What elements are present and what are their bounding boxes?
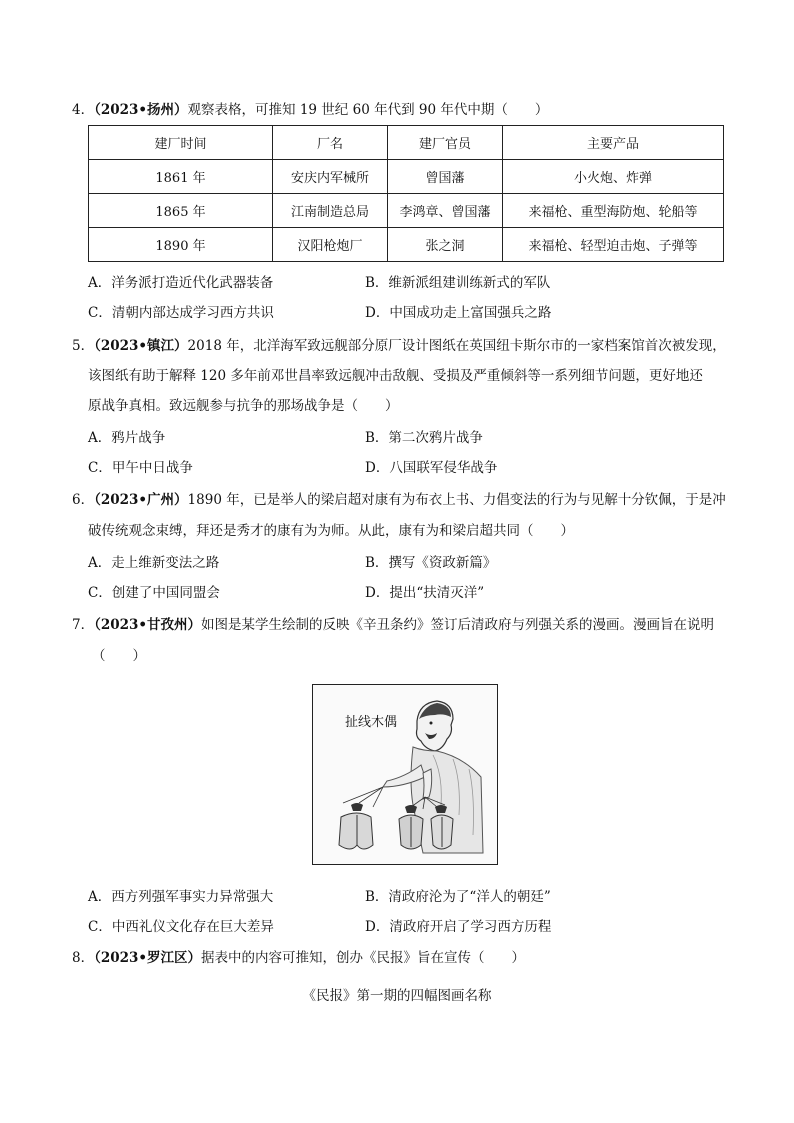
question-4-stem: [72, 100, 732, 120]
option-d[interactable]: D．八国联军侵华战争: [365, 460, 498, 476]
question-text: 1890 年，已是举人的梁启超对康有为布衣上书、力倡变法的行为与见解十分钦佩，于是冲: [187, 492, 726, 508]
table-cell: 李鸿章、曾国藩: [388, 194, 503, 228]
option-c[interactable]: C．甲午中日战争: [88, 460, 193, 476]
option-c[interactable]: C．清朝内部达成学习西方共识: [88, 305, 274, 321]
table-header-cell: 建厂时间: [89, 126, 273, 160]
factory-table: [88, 125, 724, 262]
question-text: 观察表格，可推知 19 世纪 60 年代到 90 年代中期（ ）: [187, 102, 549, 118]
table-cell: 来福枪、重型海防炮、轮船等: [503, 194, 724, 228]
option-d[interactable]: D．提出“扶清灭洋”: [365, 585, 485, 601]
question-text-line: 原战争真相。致远舰参与抗争的那场战争是（ ）: [88, 398, 399, 414]
question-source: （2023•镇江）: [94, 338, 188, 354]
question-8-stem: [72, 948, 732, 968]
option-d[interactable]: D．清政府开启了学习西方历程: [365, 919, 552, 935]
table-cell: 1865 年: [89, 194, 273, 228]
question-text-line: 破传统观念束缚，拜还是秀才的康有为为师。从此，康有为和梁启超共同（ ）: [88, 523, 574, 539]
question-source: （2023•扬州）: [94, 102, 188, 118]
puppet-cartoon-drawing: [313, 685, 499, 866]
table-cell: 1861 年: [89, 160, 273, 194]
table-header-cell: 厂名: [273, 126, 388, 160]
option-a[interactable]: A．洋务派打造近代化武器装备: [88, 275, 274, 291]
table-header-row: [89, 126, 724, 160]
question-source: （2023•甘孜州）: [94, 617, 202, 633]
option-b[interactable]: B．撰写《资政新篇》: [365, 555, 497, 571]
table-cell: 汉阳枪炮厂: [273, 228, 388, 262]
question-7-stem: [72, 615, 732, 635]
question-number: 8．: [72, 950, 95, 966]
option-d[interactable]: D．中国成功走上富国强兵之路: [365, 305, 552, 321]
option-b[interactable]: B．清政府沦为了“洋人的朝廷”: [365, 889, 551, 905]
table-cell: 安庆内军械所: [273, 160, 388, 194]
table-cell: 江南制造总局: [273, 194, 388, 228]
table-row: [89, 160, 724, 194]
table-header-cell: 主要产品: [503, 126, 724, 160]
cartoon-caption: 扯线木偶: [345, 715, 398, 730]
table-cell: 曾国藩: [388, 160, 503, 194]
question-number: 6．: [72, 492, 95, 508]
question-source: （2023•罗江区）: [94, 950, 202, 966]
puppet-cartoon: [312, 684, 498, 865]
option-c[interactable]: C．中西礼仪文化存在巨大差异: [88, 919, 274, 935]
question-number: 5．: [72, 338, 95, 354]
question-text: 如图是某学生绘制的反映《辛丑条约》签订后清政府与列强关系的漫画。漫画旨在说明: [201, 617, 715, 633]
table-title: 《民报》第一期的四幅图画名称: [302, 988, 492, 1004]
question-text-line: （ ）: [92, 648, 146, 664]
question-number: 4．: [72, 102, 95, 118]
option-a[interactable]: A．走上维新变法之路: [88, 555, 220, 571]
table-header-cell: 建厂官员: [388, 126, 503, 160]
table-row: [89, 194, 724, 228]
question-number: 7．: [72, 617, 95, 633]
table-cell: 1890 年: [89, 228, 273, 262]
option-a[interactable]: A．西方列强军事实力异常强大: [88, 889, 274, 905]
question-source: （2023•广州）: [94, 492, 188, 508]
question-text: 2018 年，北洋海军致远舰部分原厂设计图纸在英国纽卡斯尔市的一家档案馆首次被发现，: [187, 338, 726, 354]
table-cell: 张之洞: [388, 228, 503, 262]
option-a[interactable]: A．鸦片战争: [88, 430, 166, 446]
option-c[interactable]: C．创建了中国同盟会: [88, 585, 220, 601]
table-row: [89, 228, 724, 262]
question-text: 据表中的内容可推知，创办《民报》旨在宣传（ ）: [201, 950, 526, 966]
option-b[interactable]: B．维新派组建训练新式的军队: [365, 275, 551, 291]
option-b[interactable]: B．第二次鸦片战争: [365, 430, 483, 446]
table-cell: 小火炮、炸弹: [503, 160, 724, 194]
table-cell: 来福枪、轻型迫击炮、子弹等: [503, 228, 724, 262]
question-6-stem: [72, 490, 732, 510]
question-5-stem: [72, 336, 732, 356]
question-text-line: 该图纸有助于解释 120 多年前邓世昌率致远舰冲击敌舰、受损及严重倾斜等一系列细节问题，更好地还: [88, 368, 703, 384]
